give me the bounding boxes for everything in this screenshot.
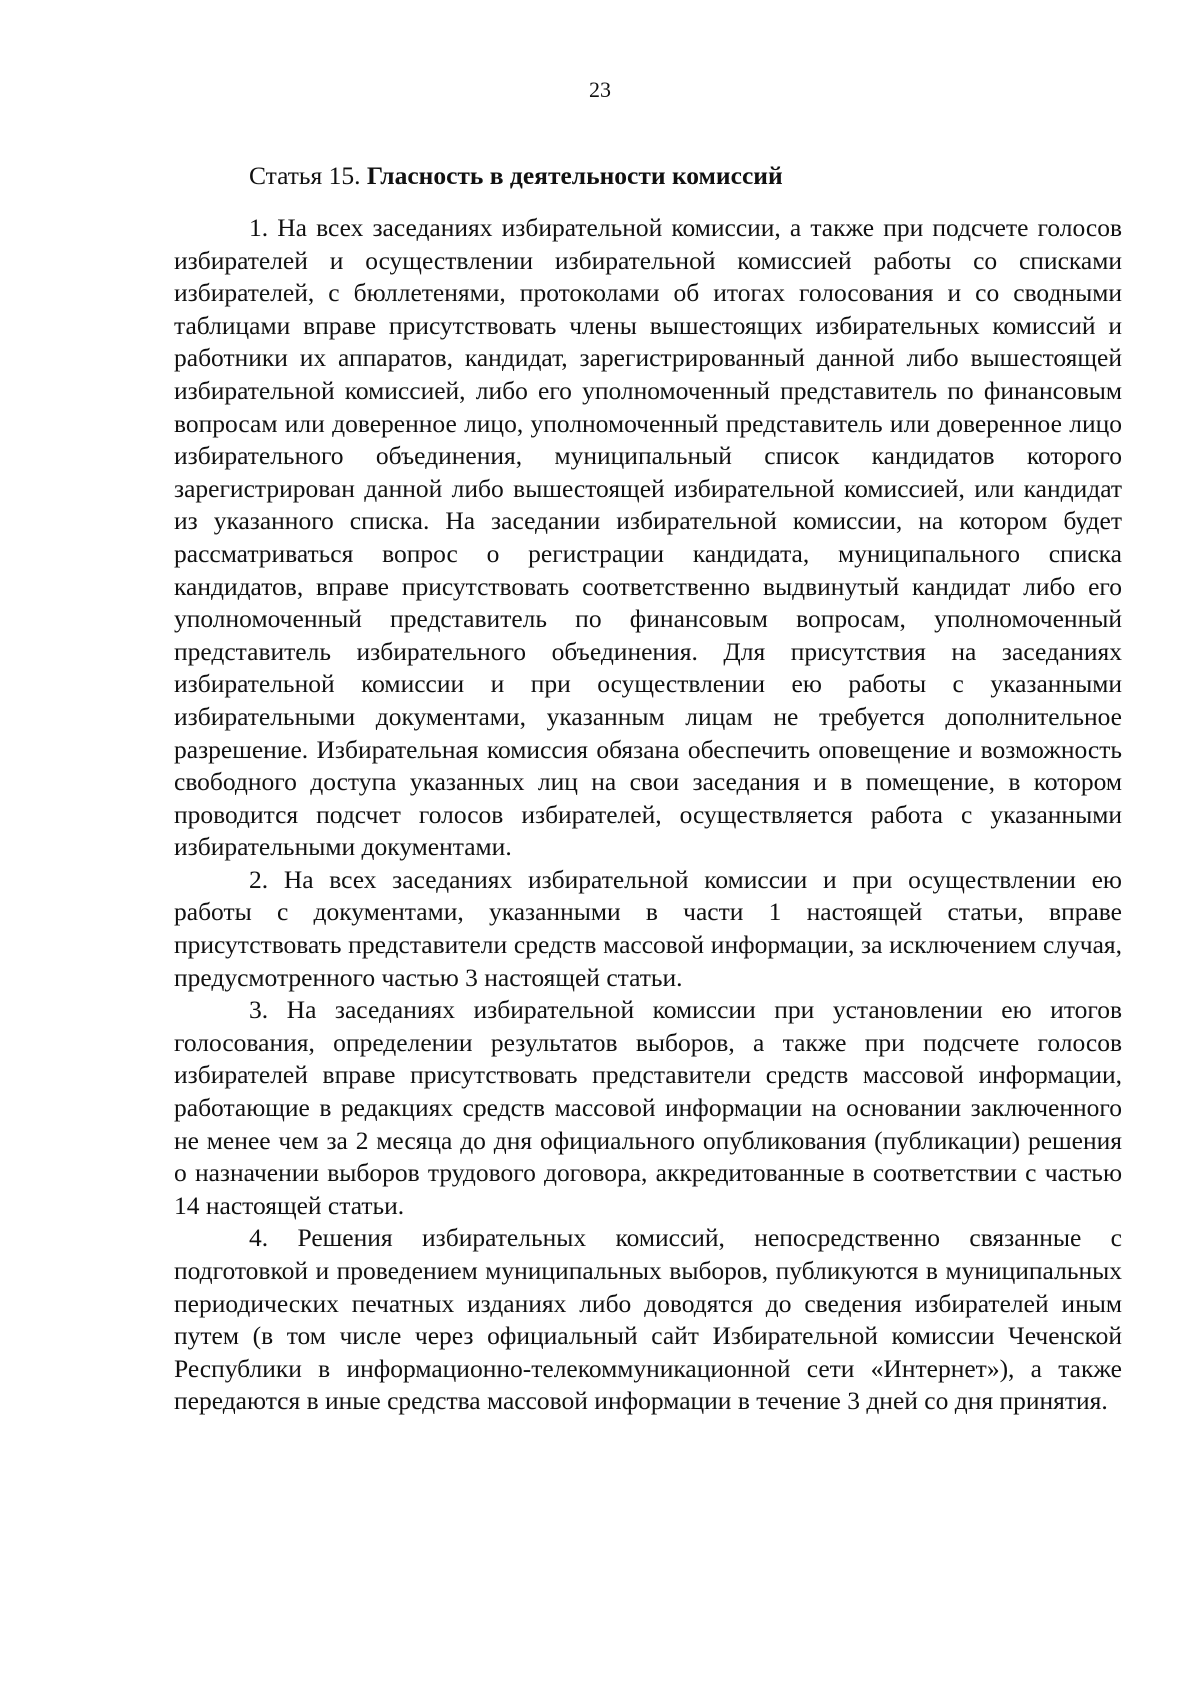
page-number: 23 [589, 77, 611, 102]
article-label: Статья 15. [249, 161, 361, 190]
document-body [174, 160, 1122, 1418]
article-heading [174, 160, 1122, 192]
article-title: Гласность в деятельности комиссий [366, 161, 783, 190]
paragraph-2: 2. На всех заседаниях избирательной комиссии и при осуществлении ею работы с документами, указанными в части 1 настоящей статьи, вправе присутствовать представители средств массовой информации, за исключением случая, предусмотренного частью 3 настоящей статьи. [174, 864, 1122, 992]
paragraph-1: 1. На всех заседаниях избирательной комиссии, а также при подсчете голосов избирателей и осуществлении избирательной комиссией работы со списками избирателей, с бюллетенями, протоколами об итогах голосования и со сводными таблицами вправе присутствовать члены вышестоящих избирательных комиссий и работники их аппаратов, кандидат, зарегистрированный данной либо вышестоящей избирательной комиссией, либо его уполномоченный представитель по финансовым вопросам или доверенное лицо, уполномоченный представитель или доверенное лицо избирательного объединения, муниципальный список кандидатов которого зарегистрирован данной либо вышестоящей избирательной комиссией, или кандидат из указанного списка. На заседании избирательной комиссии, на котором будет рассматриваться вопрос о регистрации кандидата, муниципального списка кандидатов, вправе присутствовать соответственно выдвинутый кандидат либо его уполномоченный представитель по финансовым вопросам, уполномоченный представитель избирательного объединения. Для присутствия на заседаниях избирательной комиссии и при осуществлении ею работы с указанными избирательными документами, указанным лицам не требуется дополнительное разрешение. Избирательная комиссия обязана обеспечить оповещение и возможность свободного доступа указанных лиц на свои заседания и в помещение, в котором проводится подсчет голосов избирателей, осуществляется работа с указанными избирательными документами. [174, 213, 1122, 862]
paragraph-4: 4. Решения избирательных комиссий, непосредственно связанные с подготовкой и проведением муниципальных выборов, публикуются в муниципальных периодических печатных изданиях либо доводятся до сведения избирателей иным путем (в том числе через официальный сайт Избирательной комиссии Чеченской Республики в информационно-телекоммуникационной сети «Интернет»), а также передаются в иные средства массовой информации в течение 3 дней со дня принятия. [174, 1223, 1122, 1416]
paragraph-3: 3. На заседаниях избирательной комиссии при установлении ею итогов голосования, определении результатов выборов, а также при подсчете голосов избирателей вправе присутствовать представители средств массовой информации, работающие в редакциях средств массовой информации на основании заключенного не менее чем за 2 месяца до дня официального опубликования (публикации) решения о назначении выборов трудового договора, аккредитованные в соответствии с частью 14 настоящей статьи. [174, 995, 1122, 1220]
